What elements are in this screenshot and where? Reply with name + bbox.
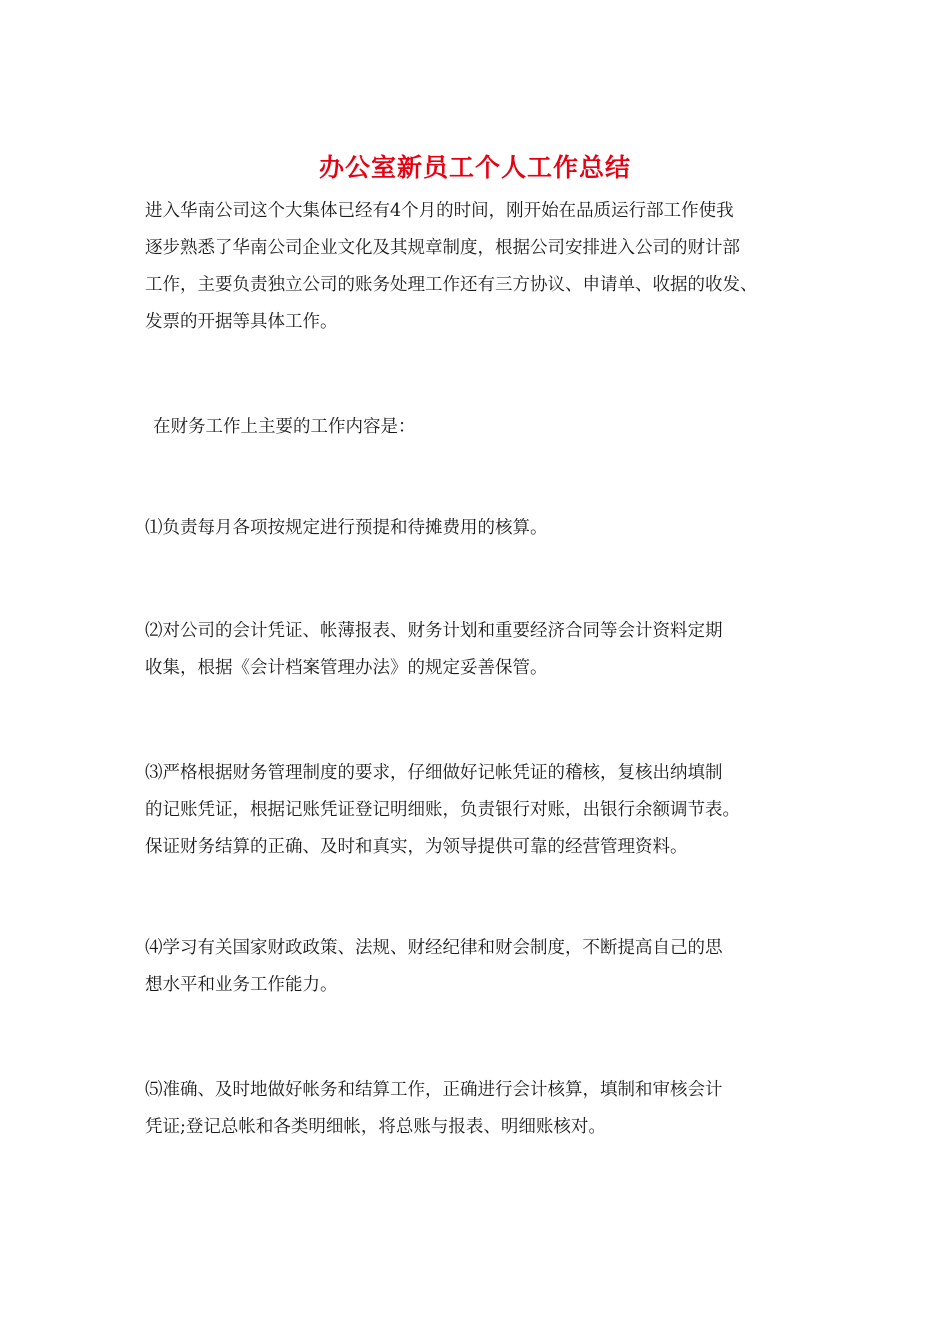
paragraph-item-2 xyxy=(145,613,825,687)
paragraph-line: 逐步熟悉了华南公司企业文化及其规章制度，根据公司安排进入公司的财计部 xyxy=(145,238,740,258)
paragraph-line: 在财务工作上主要的工作内容是： xyxy=(153,417,416,437)
paragraph-line: 凭证;登记总帐和各类明细帐，将总账与报表、明细账核对。 xyxy=(145,1117,606,1137)
paragraph-line: ⑶严格根据财务管理制度的要求，仔细做好记帐凭证的稽核，复核出纳填制 xyxy=(145,763,723,783)
paragraph-line: ⑸准确、及时地做好帐务和结算工作，正确进行会计核算，填制和审核会计 xyxy=(145,1080,723,1100)
paragraph-line: 收集，根据《会计档案管理办法》的规定妥善保管。 xyxy=(145,658,548,678)
paragraph-line: 进入华南公司这个大集体已经有4个月的时间，刚开始在品质运行部工作使我 xyxy=(145,201,734,221)
paragraph-item-4 xyxy=(145,930,825,1004)
paragraph-line: 发票的开据等具体工作。 xyxy=(145,312,338,332)
paragraph-line: 的记账凭证，根据记账凭证登记明细账，负责银行对账，出银行余额调节表。 xyxy=(145,800,740,820)
paragraph-line: ⑴负责每月各项按规定进行预提和待摊费用的核算。 xyxy=(145,518,548,538)
paragraph-item-3 xyxy=(145,755,825,866)
paragraph-item-5 xyxy=(145,1072,825,1146)
paragraph-line: 想水平和业务工作能力。 xyxy=(145,975,338,995)
paragraph-work-content-heading xyxy=(145,409,833,446)
document-title: 办公室新员工个人工作总结 xyxy=(318,153,631,182)
paragraph-line: ⑷学习有关国家财政政策、法规、财经纪律和财会制度，不断提高自己的思 xyxy=(145,938,723,958)
paragraph-line: 保证财务结算的正确、及时和真实，为领导提供可靠的经营管理资料。 xyxy=(145,837,688,857)
paragraph-item-1 xyxy=(145,510,825,547)
paragraph-line: 工作，主要负责独立公司的账务处理工作还有三方协议、申请单、收据的收发、 xyxy=(145,275,758,295)
paragraph-line: ⑵对公司的会计凭证、帐薄报表、财务计划和重要经济合同等会计资料定期 xyxy=(145,621,723,641)
paragraph-intro xyxy=(145,193,825,341)
